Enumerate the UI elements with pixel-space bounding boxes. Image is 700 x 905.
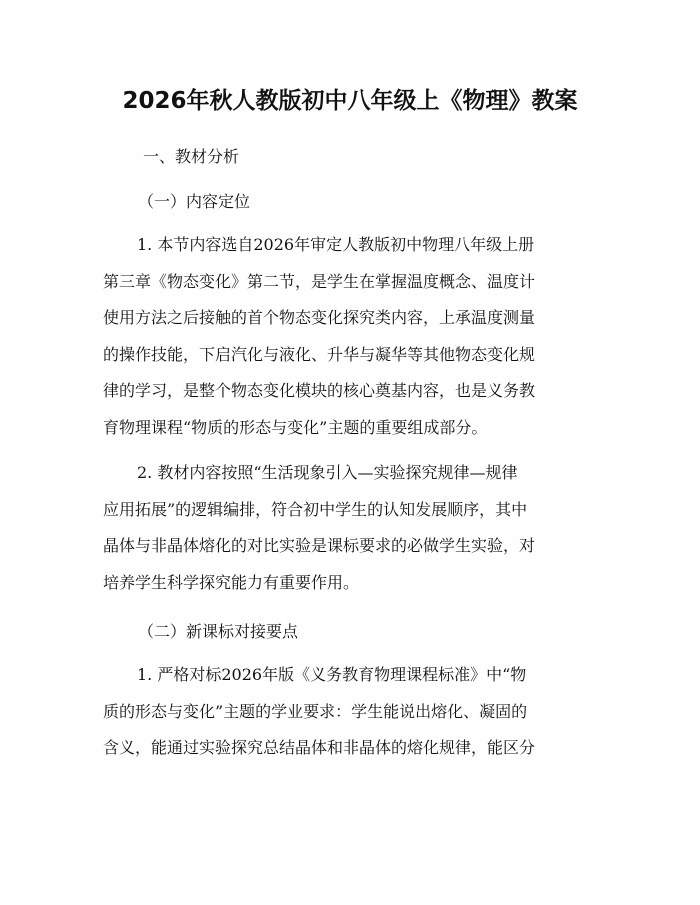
paragraph-line: 育物理课程“物质的形态与变化”主题的重要组成部分。 — [103, 417, 488, 437]
paragraph-line: 使用方法之后接触的首个物态变化探究类内容，上承温度测量 — [103, 308, 536, 328]
subsection-heading-curriculum-standards: （二）新课标对接要点 — [138, 622, 299, 641]
paragraph-line: 1. 严格对标2026年版《义务教育物理课程标准》中“物 — [137, 665, 527, 684]
paragraph-line: 培养学生科学探究能力有重要作用。 — [103, 572, 360, 592]
paragraph-line: 1. 本节内容选自2026年审定人教版初中物理八年级上册 — [137, 235, 535, 254]
paragraph-line: 律的学习，是整个物态变化模块的核心奠基内容，也是义务教 — [103, 381, 536, 401]
paragraph-line: 晶体与非晶体熔化的对比实验是课标要求的必做学生实验，对 — [103, 536, 536, 556]
paragraph-line: 第三章《物态变化》第二节，是学生在掌握温度概念、温度计 — [103, 271, 536, 291]
paragraph-line: 质的形态与变化”主题的学业要求：学生能说出熔化、凝固的 — [103, 701, 528, 721]
paragraph-line: 含义，能通过实验探究总结晶体和非晶体的熔化规律，能区分 — [103, 738, 536, 758]
paragraph-content-positioning — [103, 227, 599, 447]
paragraph-line: 2. 教材内容按照“生活现象引入—实验探究规律—规律 — [137, 463, 518, 482]
paragraph-curriculum-standards — [103, 657, 599, 767]
document-title: 2026年秋人教版初中八年级上《物理》教案 — [122, 88, 578, 114]
subsection-heading-content-positioning: （一）内容定位 — [138, 192, 251, 211]
section-heading-textbook-analysis: 一、教材分析 — [143, 147, 240, 166]
paragraph-content-arrangement — [103, 455, 599, 601]
paragraph-line: 应用拓展”的逻辑编排，符合初中学生的认知发展顺序，其中 — [103, 499, 528, 519]
paragraph-line: 的操作技能，下启汽化与液化、升华与凝华等其他物态变化规 — [103, 344, 536, 364]
